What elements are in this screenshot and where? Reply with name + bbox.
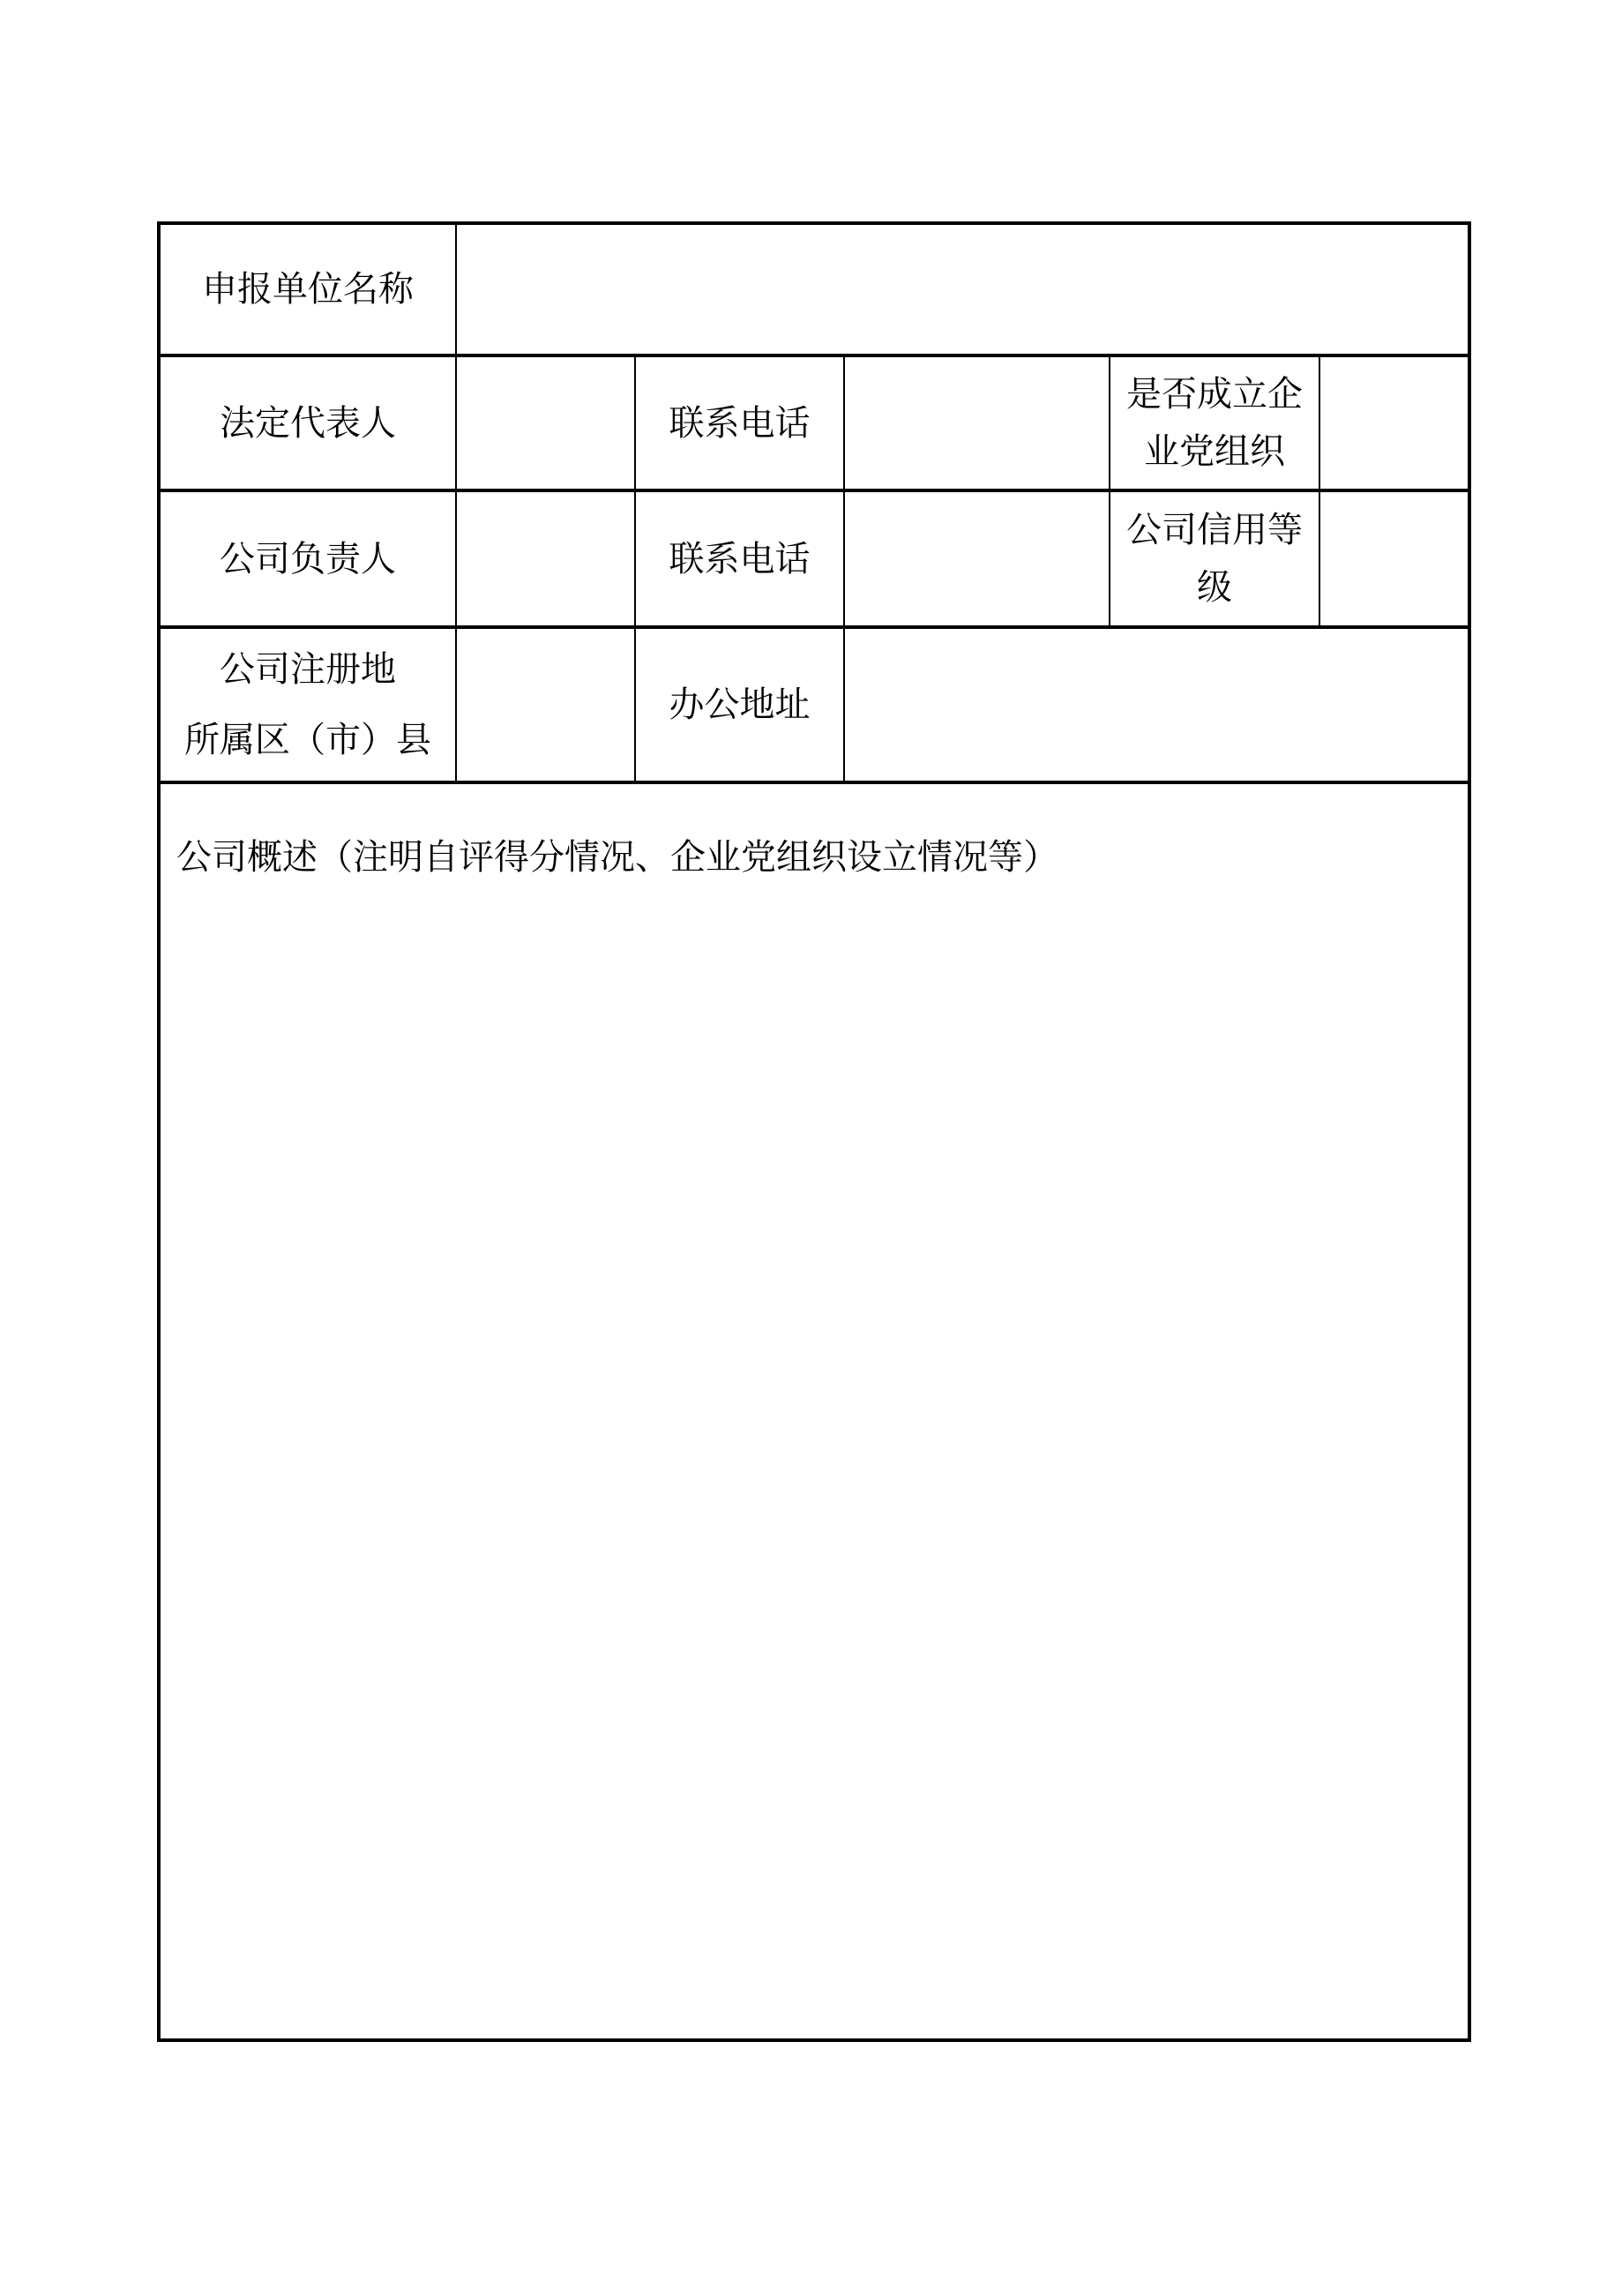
company-overview-label: 公司概述（注明自评得分情况、企业党组织设立情况等） (176, 837, 1058, 877)
registration-district-label (161, 629, 457, 784)
registration-district-label-line2: 所属区（市）县 (184, 720, 431, 759)
legal-representative-field[interactable] (457, 357, 636, 492)
legal-rep-phone-field[interactable] (845, 357, 1110, 492)
legal-rep-phone-label: 联系电话 (636, 357, 845, 492)
party-organization-label: 是否成立企业党组织 (1110, 357, 1320, 492)
registration-district-field[interactable] (457, 629, 636, 784)
credit-rating-label: 公司信用等级 (1110, 492, 1320, 629)
company-overview-cell[interactable] (161, 784, 1468, 2038)
credit-rating-field[interactable] (1320, 492, 1468, 629)
office-address-label: 办公地址 (636, 629, 845, 784)
declaring-unit-name-label: 申报单位名称 (161, 225, 457, 357)
company-head-phone-field[interactable] (845, 492, 1110, 629)
office-address-field[interactable] (845, 629, 1468, 784)
declaring-unit-name-field[interactable] (457, 225, 1468, 357)
party-organization-field[interactable] (1320, 357, 1468, 492)
company-head-field[interactable] (457, 492, 636, 629)
registration-district-label-line1: 公司注册地 (220, 649, 396, 689)
legal-representative-label: 法定代表人 (161, 357, 457, 492)
application-form-table (157, 221, 1471, 2042)
company-head-label: 公司负责人 (161, 492, 457, 629)
company-head-phone-label: 联系电话 (636, 492, 845, 629)
